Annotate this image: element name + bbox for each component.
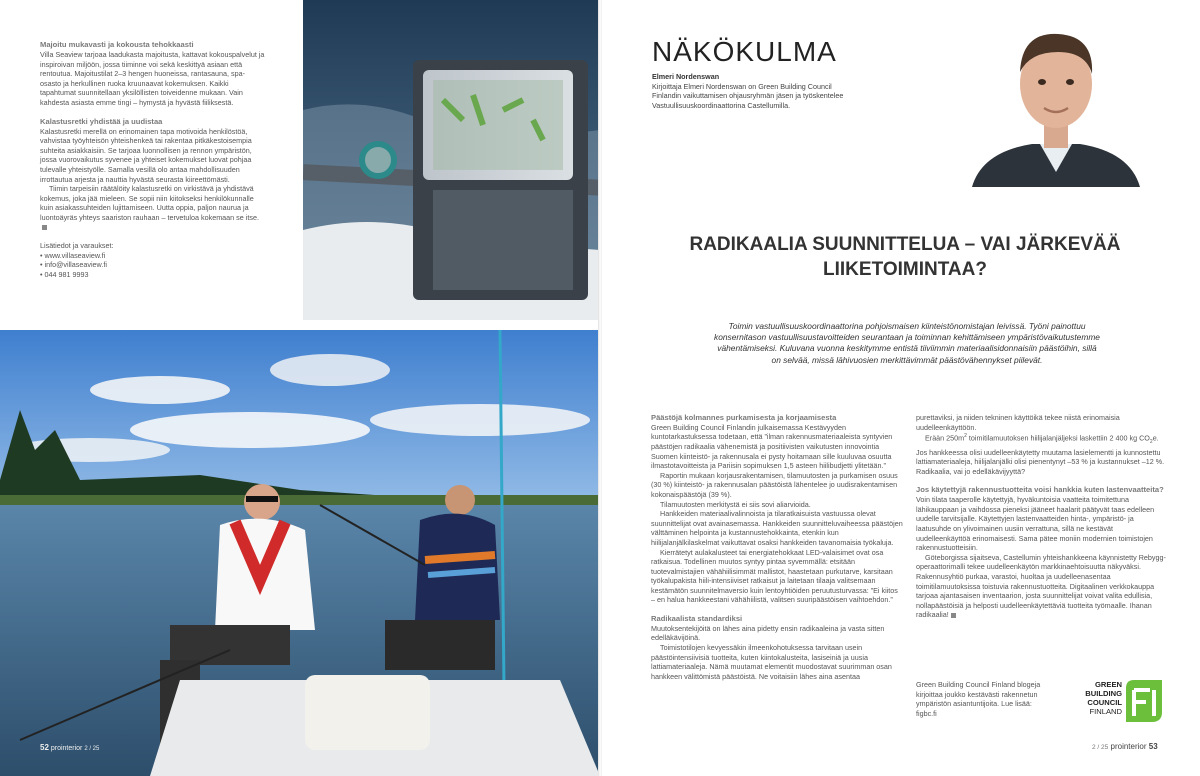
contact-label: Lisätiedot ja varaukset: [40,241,114,251]
end-mark-icon [951,613,956,618]
paragraph: Kalastusretki merellä on erinomainen tapa motivoida henkilöstöä, vahvistaa työyhteisön yhteishenkeä tai rakentaa pitkäkestoisempia suhteita asiakkaisiin. Se tarjoaa luonnollisen ja rennon ympäristön, jossa vuorovaikutus syvenee ja yhteiset kokemukset luovat pohjaa tulevalle yhteistyölle. Samalla vesillä olo antaa mahdollisuuden irrottautua arjesta ja nauttia hyvästä seurasta kiireettömästi. [40,126,252,184]
paragraph: Green Building Council Finlandin julkaisemassa Kestävyyden kuntotarkastuksessa todetaan, että ”ilman rakennusmateriaaleista syntyvien päästöjen radikaalia vähenemistä ja positiivisten vaikutusten innovointia Suomen kiinteistö- ja rakennusala ei pysty hoitamaan sille kuuluvaa osuutta ilmastotavoitteista ja Pariisin sopimuksen 1,5 asteen hiilibudjetti ylitetään.” [651,422,893,471]
paragraph: purettaviksi, ja niiden tekninen käyttöikä tekee niistä erinomaisia uudelleenkäyttöön. [916,413,1120,432]
gbc-logo: GREEN BUILDING COUNCIL FINLAND [1070,678,1162,728]
article-column-1 [651,413,903,681]
paragraph: Hankkeiden materiaalivalinnoista ja tilaratkaisuista vastuussa olevat suunnittelijat ovat avainasemassa. Hankkeiden suunnitteluvaiheessa päästöjen välttäminen helpointa ja kustannustehokkainta, etenkin kun hiilijalanjälkilaskelmat vaikuttavat osaksi hankkeiden tavanomaisia työkaluja. [651,509,903,547]
right-folio: 2 / 25 prointerior 53 [1092,742,1158,751]
section-heading: Kalastusretki yhdistää ja uudistaa [40,116,163,126]
paragraph: Tilamuutosten merkitystä ei siis sovi aliarvioida. [660,499,811,509]
subheading: Jos käytettyjä rakennustuotteita voisi hankkia kuten lastenvaatteita? [916,485,1164,495]
paragraph: Göteborgissa sijaitseva, Castellumin yhteishankkeena käynnistetty Rebygg-operaattorimalli tekee uudelleenkäytön markkinaehtoisuutta näkyväksi. Rakennusyhtiö purkaa, varastoi, huoltaa ja uudelleenasentaa toimitilamuutoksissa toistuvia rakennustuotteita. Digitaalinen verkkokauppa tarjoaa ajantasaisen inventaarion, josta suunnittelijat voivat valita edullisia, nollapäästöisiä ja helposti uudelleenkäytettäviä tuotteita työmaalle. Ihanan radikaalia! [916,552,1166,620]
paragraph: Toimistotilojen kevyessäkin ilmeenkohotuksessa tarvitaan usein päästöintensiivisiä tuotteita, kuten kiintokalusteita, lasiseiniä ja uusia lattiamateriaaleja. Nämä muutamat elementit muodostavat suurimman osan hankkeen välittömistä päästöistä. Ne voitaisiin lähes aina asentaa [651,643,892,681]
author-name: Elmeri Nordenswan [652,72,720,81]
section-heading: Majoitu mukavasti ja kokousta tehokkaasti [40,40,194,49]
left-folio: 52 prointerior 2 / 25 [40,743,100,752]
gbc-credit: Green Building Council Finland blogeja kirjoittaa joukko kestävästi rakennetun ympäristön asiantuntijoita. Lue lisää: figbc.fi [916,680,1041,718]
paragraph: Muutoksentekijöitä on lähes aina pidetty ensin radikaaleina ja vasta sitten edelläkävijöinä. [651,623,885,643]
article-headline: RADIKAALIA SUUNNITTELUA – VAI JÄRKEVÄÄ LIIKETOIMINTAA? [689,234,1121,280]
paragraph: Villa Seaview tarjoaa laadukasta majoitusta, kattavat kokouspalvelut ja inspiroivan miljöön, jossa tiiminne voi sekä keskittyä asiaan että rentoutua. Majoitustilat 2–3 hengen huoneissa, rantasauna, spa-osasto ja herkullinen ruoka kruunaavat kokemuksen. Kaikki tapahtumat suunnitellaan yksilöllisten toiveidenne mukaan. Vain kahdesta asiasta emme tingi – hymystä ja hyvästä fiiliksestä. [40,50,265,107]
contact-website[interactable]: • www.villaseaview.fi [40,250,106,260]
contact-phone[interactable]: • 044 981 9993 [40,269,89,279]
article-lede: Toimin vastuullisuuskoordinaattorina pohjoismaisen kiinteistönomistajan leivissä. Työni painottuu konsernitason vastuullisuustavoitteiden seurantaan ja toiminnan kehittämiseen ympäristövaikutustemme vähentämiseksi. Kuluvana vuonna keskitymme entistä tiiviimmin materiaalisidonnaisiin päästöihin, sillä on selvää, missä lähivuosien merkittävimmät päästövähennykset piilevät. [714,321,1100,365]
paragraph: Kierrätetyt aulakalusteet tai energiatehokkaat LED-valaisimet ovat osa ratkaisua. Todellinen muutos syntyy pintaa syvemmällä: etsitään tuotevalmistajien vähähiilisimmät mallistot, haastetaan purkutarve, karsitaan työkalupakista hiili-intensiiviset ratkaisut ja laitetaan tilaaja valitsemaan kestämätön suunnitelmaversio kuin lentoyhtiöiden peruutusturvassa: ”Ei kiitos – en halua hankkeestani vähähiilistä, valitsen suuripäästöisen vaihtoehdon.” [651,547,898,605]
paragraph: Erään $250m^2$ toimitilamuutoksen hiilijalanjäljeksi laskettiin 2 400 kg $CO_2e$. Jos hankkeessa olisi uudelleenkäytetty muutama lasielementti ja kunnostettu lattiamateriaaleja, hiilijalanjälki olisi pienentynyt –53 % ja kustannukset –12 %. Radikaalia, vai jo edelläkävijyyttä? [916,433,1165,476]
article-column-2 [916,413,1168,620]
author-block [652,72,852,110]
section-title: NÄKÖKULMA [652,36,837,67]
paragraph: Raportin mukaan korjausrakentamisen, tilamuutosten ja purkamisen osuus (30 %) kiinteistö- ja rakennusalan päästöistä lähentelee jo uudisrakentamisen kokonaispäästöjä (39 %). [651,470,898,499]
contact-email[interactable]: • info@villaseaview.fi [40,260,107,270]
subheading: Päästöjä kolmannes purkamisesta ja korjaamisesta [651,413,837,422]
author-bio: Kirjoittaja Elmeri Nordenswan on Green Building Council Finlandin vaikuttamisen ohjausryhmän jäsen ja työskentelee Vastuullisuuskoordinaattorina Castellumilla. [652,81,844,110]
paragraph: Voin tilata taaperolle käytettyjä, hyväkuntoisia vaatteita toimitettuna lähikauppaan ja vaihdossa pieneksi jääneet haalarit päätyvät taas edelleen uudelle tarvitsijalle. Käytettyjen lastenvaatteiden hinta-, ympäristö- ja laatusuhde on ylivoimainen uusiin verrattuna, sillä ne kestävät uudelleenkäyttöä erinomaisesti. Sama pätee moniin modernien toimistojen rakennustuotteisiin. [916,495,1155,553]
author-portrait [962,12,1150,187]
gbc-leaf-icon [1124,678,1164,724]
subheading: Radikaalista standardiksi [651,614,743,624]
paragraph: Tiimin tarpeisiin räätälöity kalastusretki on virkistävä ja yhdistävä kokemus, joka jää mieleen. Se sopii niin kiitokseksi henkilökunnalle kuin asiakassuhteiden lujittamiseen. Uutta oppia, paljon naurua ja luontoäyräs yhteys saariston rauhaan – tervetuloa kokemaan se itse. [40,184,265,232]
